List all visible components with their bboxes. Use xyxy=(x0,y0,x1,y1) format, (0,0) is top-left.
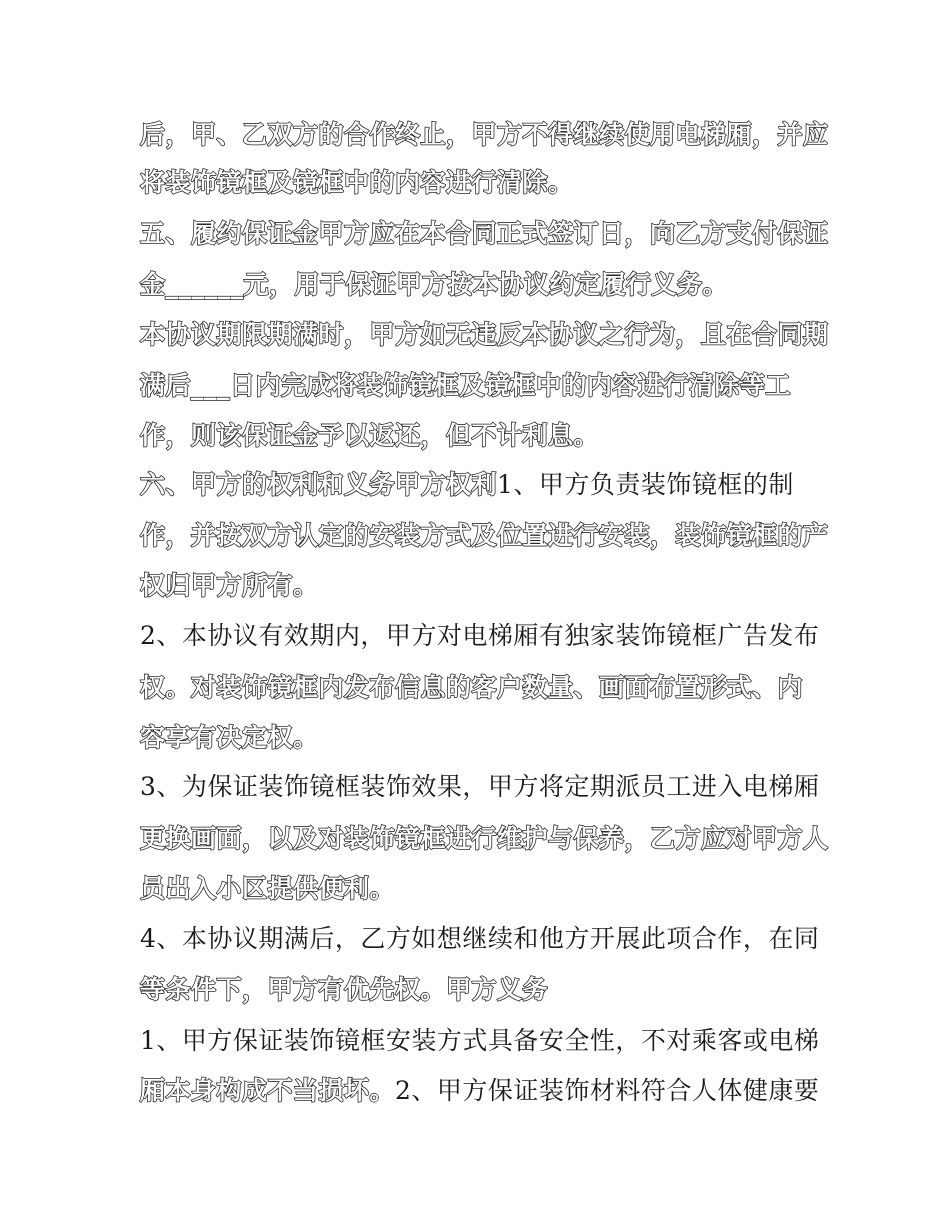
text-line-1 xyxy=(140,115,829,155)
text-line-11 xyxy=(140,616,820,656)
text-segment: 厢本身构成不当损坏。 xyxy=(140,1076,396,1105)
text-line-20 xyxy=(140,1071,820,1111)
text-line-6 xyxy=(140,366,820,406)
text-line-12 xyxy=(140,668,820,708)
text-line-14 xyxy=(140,767,820,807)
text-segment: 等条件下，甲方有优先权。甲方义务 xyxy=(140,975,549,1004)
text-line-5 xyxy=(140,315,829,355)
text-line-19 xyxy=(140,1021,820,1061)
text-segment: 作，并按双方认定的安装方式及位置进行安装，装饰镜框的产 xyxy=(140,521,829,550)
text-segment: 员出入小区提供便利。 xyxy=(140,874,396,903)
text-segment: 作，则该保证金予以返还，但不计利息。 xyxy=(140,421,600,450)
text-line-2 xyxy=(140,163,820,203)
text-segment: 2、甲方保证装饰材料符合人体健康要 xyxy=(395,1076,820,1105)
text-segment: 后，甲、乙双方的合作终止，甲方不得继续使用电梯厢，并应 xyxy=(140,120,829,149)
text-segment: 本协议期限期满时，甲方如无违反本协议之行为，且在合同期 xyxy=(140,320,829,349)
text-line-9 xyxy=(140,516,829,556)
text-segment: 容享有决定权。 xyxy=(140,723,319,752)
text-segment: 2、本协议有效期内，甲方对电梯厢有独家装饰镜框广告发布 xyxy=(140,621,820,650)
text-line-10 xyxy=(140,566,820,606)
text-line-3 xyxy=(140,214,829,254)
text-segment: 权归甲方所有。 xyxy=(140,571,319,600)
text-segment: 3、为保证装饰镜框装饰效果，甲方将定期派员工进入电梯厢 xyxy=(140,772,820,801)
text-segment: 将装饰镜框及镜框中的内容进行清除。 xyxy=(140,168,574,197)
text-line-4 xyxy=(140,265,820,305)
text-segment: 1、甲方保证装饰镜框安装方式具备安全性，不对乘客或电梯 xyxy=(140,1026,820,1055)
text-line-8 xyxy=(140,465,820,505)
text-line-13 xyxy=(140,718,820,758)
text-segment: 4、本协议期满后，乙方如想继续和他方开展此项合作，在同 xyxy=(140,924,820,953)
text-segment: 更换画面，以及对装饰镜框进行维护与保养，乙方应对甲方人 xyxy=(140,824,829,853)
text-segment: 1、甲方负责装饰镜框的制 xyxy=(497,470,794,499)
text-segment: 五、履约保证金甲方应在本合同正式签订日，向乙方支付保证 xyxy=(140,219,829,248)
text-line-7 xyxy=(140,416,820,456)
text-segment: 六、甲方的权利和义务甲方权利 xyxy=(140,470,498,499)
text-line-15 xyxy=(140,819,829,859)
text-segment: 权。对装饰镜框内发布信息的客户数量、画面布置形式、内 xyxy=(140,673,804,702)
text-segment: 满后___日内完成将装饰镜框及镜框中的内容进行清除等工 xyxy=(140,371,792,400)
text-line-16 xyxy=(140,869,820,909)
text-line-18 xyxy=(140,970,820,1010)
text-line-17 xyxy=(140,919,820,959)
text-segment: 金______元，用于保证甲方按本协议约定履行义务。 xyxy=(140,270,729,299)
